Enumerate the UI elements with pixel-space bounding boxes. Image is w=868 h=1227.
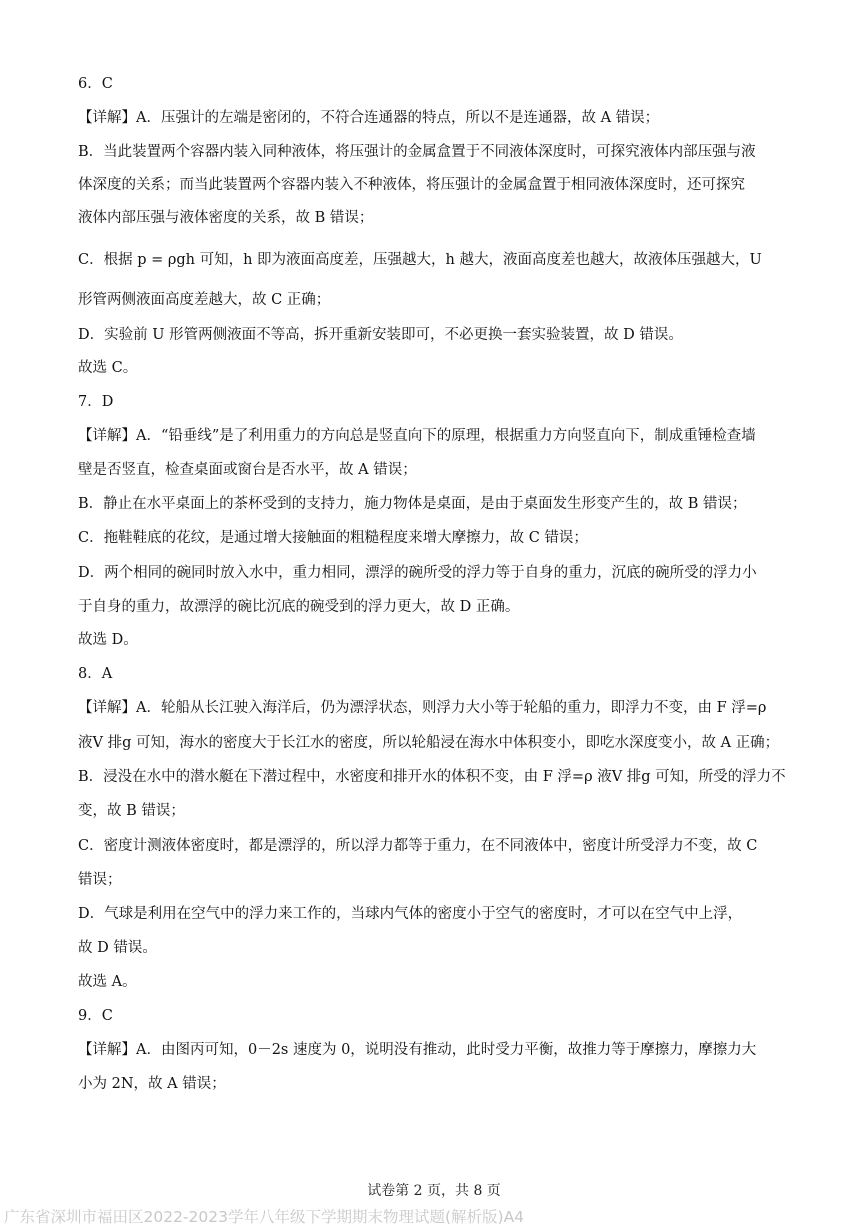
answer-9-heading: 9．C	[78, 1008, 113, 1024]
answer-6-option-b-cont: 液体内部压强与液体密度的关系，故 B 错误；	[78, 210, 374, 226]
answer-8-option-d: D．气球是利用在空气中的浮力来工作的，当球内气体的密度小于空气的密度时，才可以在空气中上浮，	[78, 906, 743, 922]
answer-8-heading: 8．A	[78, 666, 113, 682]
answer-7-option-d: D．两个相同的碗同时放入水中，重力相同，漂浮的碗所受的浮力等于自身的重力，沉底的碗所受的浮力小	[78, 565, 757, 581]
answer-7-heading: 7．D	[78, 394, 114, 410]
answer-9-option-a-cont: 小为 2N，故 A 错误；	[78, 1076, 226, 1092]
answer-7-option-b: B．静止在水平桌面上的茶杯受到的支持力，施力物体是桌面，是由于桌面发生形变产生的，故 B 错误；	[78, 496, 747, 512]
answer-9-explanation-a: 【详解】A．由图丙可知，0－2s 速度为 0，说明没有推动，此时受力平衡，故推力等于摩擦力，摩擦力大	[78, 1042, 757, 1058]
answer-7-conclusion: 故选 D。	[78, 632, 138, 648]
answer-7-option-c: C．拖鞋鞋底的花纹，是通过增大接触面的粗糙程度来增大摩擦力，故 C 错误；	[78, 530, 588, 546]
answer-8-option-b: B．浸没在水中的潜水艇在下潜过程中，水密度和排开水的体积不变，由 F 浮=ρ 液V 排g 可知，所受的浮力不	[78, 769, 786, 785]
answer-8-option-d-cont: 故 D 错误。	[78, 940, 157, 956]
answer-7-explanation-a: 【详解】A．“铅垂线”是了利用重力的方向总是竖直向下的原理，根据重力方向竖直向下，制成重锤检查墙	[78, 428, 756, 444]
answer-6-conclusion: 故选 C。	[78, 360, 138, 376]
answer-8-option-c: C．密度计测液体密度时，都是漂浮的，所以浮力都等于重力，在不同液体中，密度计所受浮力不变，故 C	[78, 838, 758, 854]
answer-6-option-c-cont: 形管两侧液面高度差越大，故 C 正确；	[78, 292, 331, 308]
answer-6-option-d: D．实验前 U 形管两侧液面不等高，拆开重新安装即可，不必更换一套实验装置，故 D 错误。	[78, 327, 683, 343]
answer-8-option-a-cont: 液V 排g 可知，海水的密度大于长江水的密度，所以轮船浸在海水中体积变小，即吃水深度变小，故 A 正确；	[78, 735, 780, 751]
answer-8-conclusion: 故选 A。	[78, 974, 137, 990]
answer-6-option-c: C．根据 p = ρgh 可知，h 即为液面高度差，压强越大，h 越大，液面高度差也越大，故液体压强越大，U	[78, 252, 762, 268]
answer-8-option-c-cont: 错误；	[78, 872, 122, 888]
answer-6-heading: 6．C	[78, 76, 113, 92]
answer-6-explanation-a: 【详解】A．压强计的左端是密闭的，不符合连通器的特点，所以不是连通器，故 A 错误；	[78, 110, 660, 126]
answer-8-explanation-a: 【详解】A．轮船从长江驶入海洋后，仍为漂浮状态，则浮力大小等于轮船的重力，即浮力不变，由 F 浮=ρ	[78, 700, 767, 716]
answer-6-option-b: B．当此装置两个容器内装入同种液体，将压强计的金属盒置于不同液体深度时，可探究液体内部压强与液	[78, 144, 756, 160]
answer-7-option-a-cont: 壁是否竖直，检查桌面或窗台是否水平，故 A 错误；	[78, 462, 417, 478]
answer-6-option-b-cont: 体深度的关系；而当此装置两个容器内装入不种液体，将压强计的金属盒置于相同液体深度时，还可探究	[78, 177, 745, 193]
watermark-text: 广东省深圳市福田区2022-2023学年八年级下学期期末物理试题(解析版)A4	[4, 1208, 525, 1226]
answer-8-option-b-cont: 变，故 B 错误；	[78, 803, 185, 819]
answer-7-option-d-cont: 于自身的重力，故漂浮的碗比沉底的碗受到的浮力更大，故 D 正确。	[78, 599, 520, 615]
page-footer: 试卷第 2 页，共 8 页	[367, 1183, 501, 1199]
